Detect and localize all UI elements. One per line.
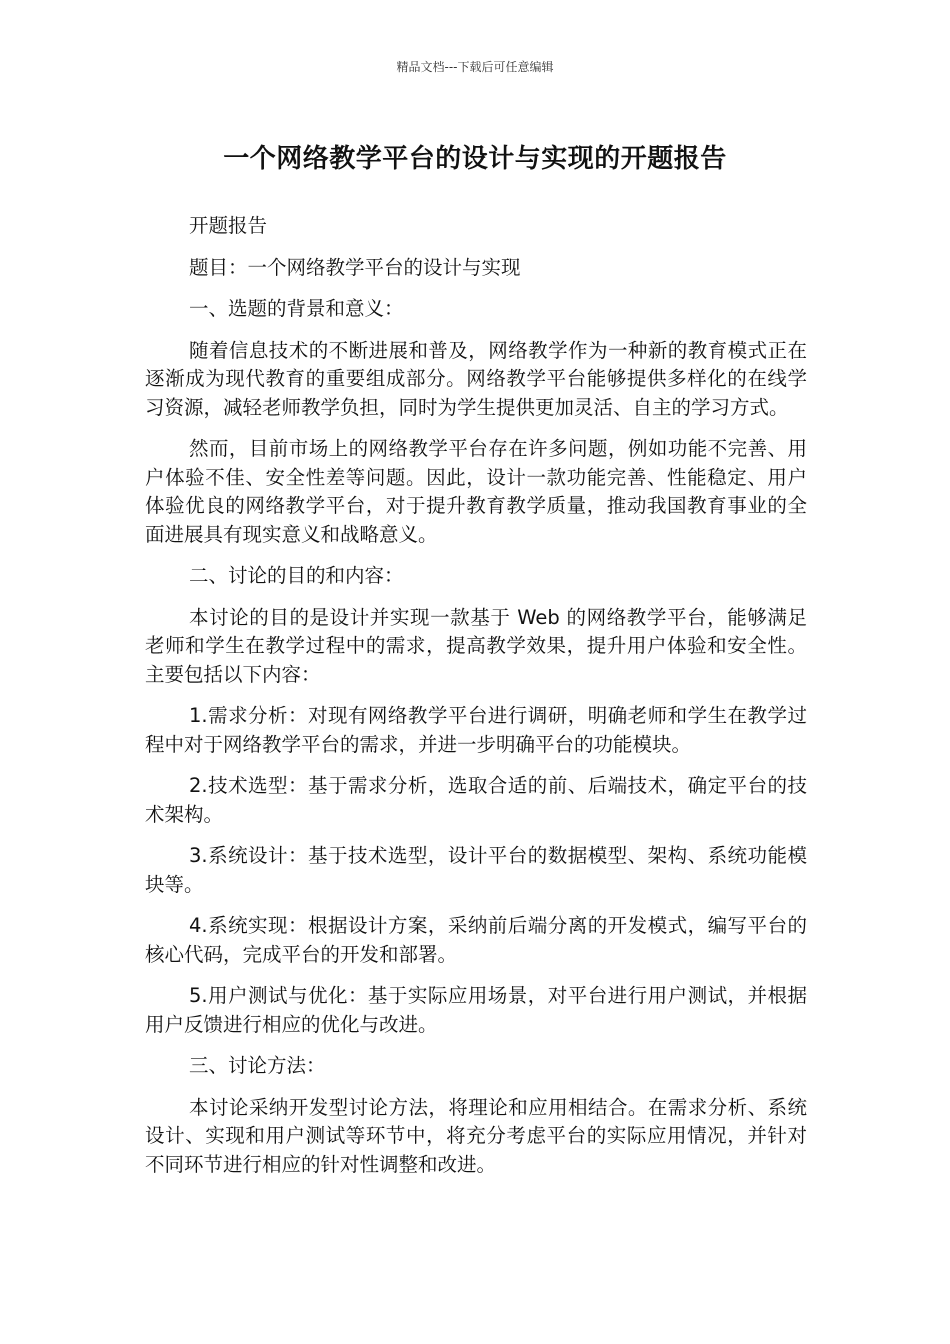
- list-item-testing: 5.用户测试与优化：基于实际应用场景，对平台进行用户测试，并根据用户反馈进行相应的优化与改进。: [145, 984, 807, 1036]
- paragraph-method: 本讨论采纳开发型讨论方法，将理论和应用相结合。在需求分析、系统设计、实现和用户测试等环节中，将充分考虑平台的实际应用情况，并针对不同环节进行相应的针对性调整和改进。: [145, 1095, 807, 1176]
- paragraph-report-label: 开题报告: [189, 214, 268, 237]
- paragraph-background-2: 然而，目前市场上的网络教学平台存在许多问题，例如功能不完善、用户体验不佳、安全性差等问题。因此，设计一款功能完善、性能稳定、用户体验优良的网络教学平台，对于提升教育教学质量，推动我国教育事业的全面进展具有现实意义和战略意义。: [145, 437, 807, 546]
- paragraph-background-1: 随着信息技术的不断进展和普及，网络教学作为一种新的教育模式正在逐渐成为现代教育的重要组成部分。网络教学平台能够提供多样化的在线学习资源，减轻老师教学负担，同时为学生提供更加灵活、自主的学习方式。: [145, 338, 807, 419]
- document-title: 一个网络教学平台的设计与实现的开题报告: [223, 144, 727, 174]
- paragraph-purpose: 本讨论的目的是设计并实现一款基于 Web 的网络教学平台，能够满足老师和学生在教学过程中的需求，提高教学效果，提升用户体验和安全性。主要包括以下内容：: [145, 605, 807, 686]
- section-heading-method: 三、讨论方法：: [189, 1054, 326, 1077]
- document-body: [145, 212, 807, 1192]
- list-item-tech-selection: 2.技术选型：基于需求分析，选取合适的前、后端技术，确定平台的技术架构。: [145, 774, 807, 826]
- page-header-note: 精品文档---下载后可任意编辑: [396, 60, 554, 74]
- list-item-implementation: 4.系统实现：根据设计方案，采纳前后端分离的开发模式，编写平台的核心代码，完成平台的开发和部署。: [145, 914, 807, 966]
- section-heading-background: 一、选题的背景和意义：: [189, 297, 404, 320]
- section-heading-purpose: 二、讨论的目的和内容：: [189, 564, 404, 587]
- list-item-system-design: 3.系统设计：基于技术选型，设计平台的数据模型、架构、系统功能模块等。: [145, 844, 807, 896]
- paragraph-topic: 题目：一个网络教学平台的设计与实现: [189, 255, 521, 279]
- list-item-requirements: 1.需求分析：对现有网络教学平台进行调研，明确老师和学生在教学过程中对于网络教学平台的需求，并进一步明确平台的功能模块。: [145, 704, 807, 756]
